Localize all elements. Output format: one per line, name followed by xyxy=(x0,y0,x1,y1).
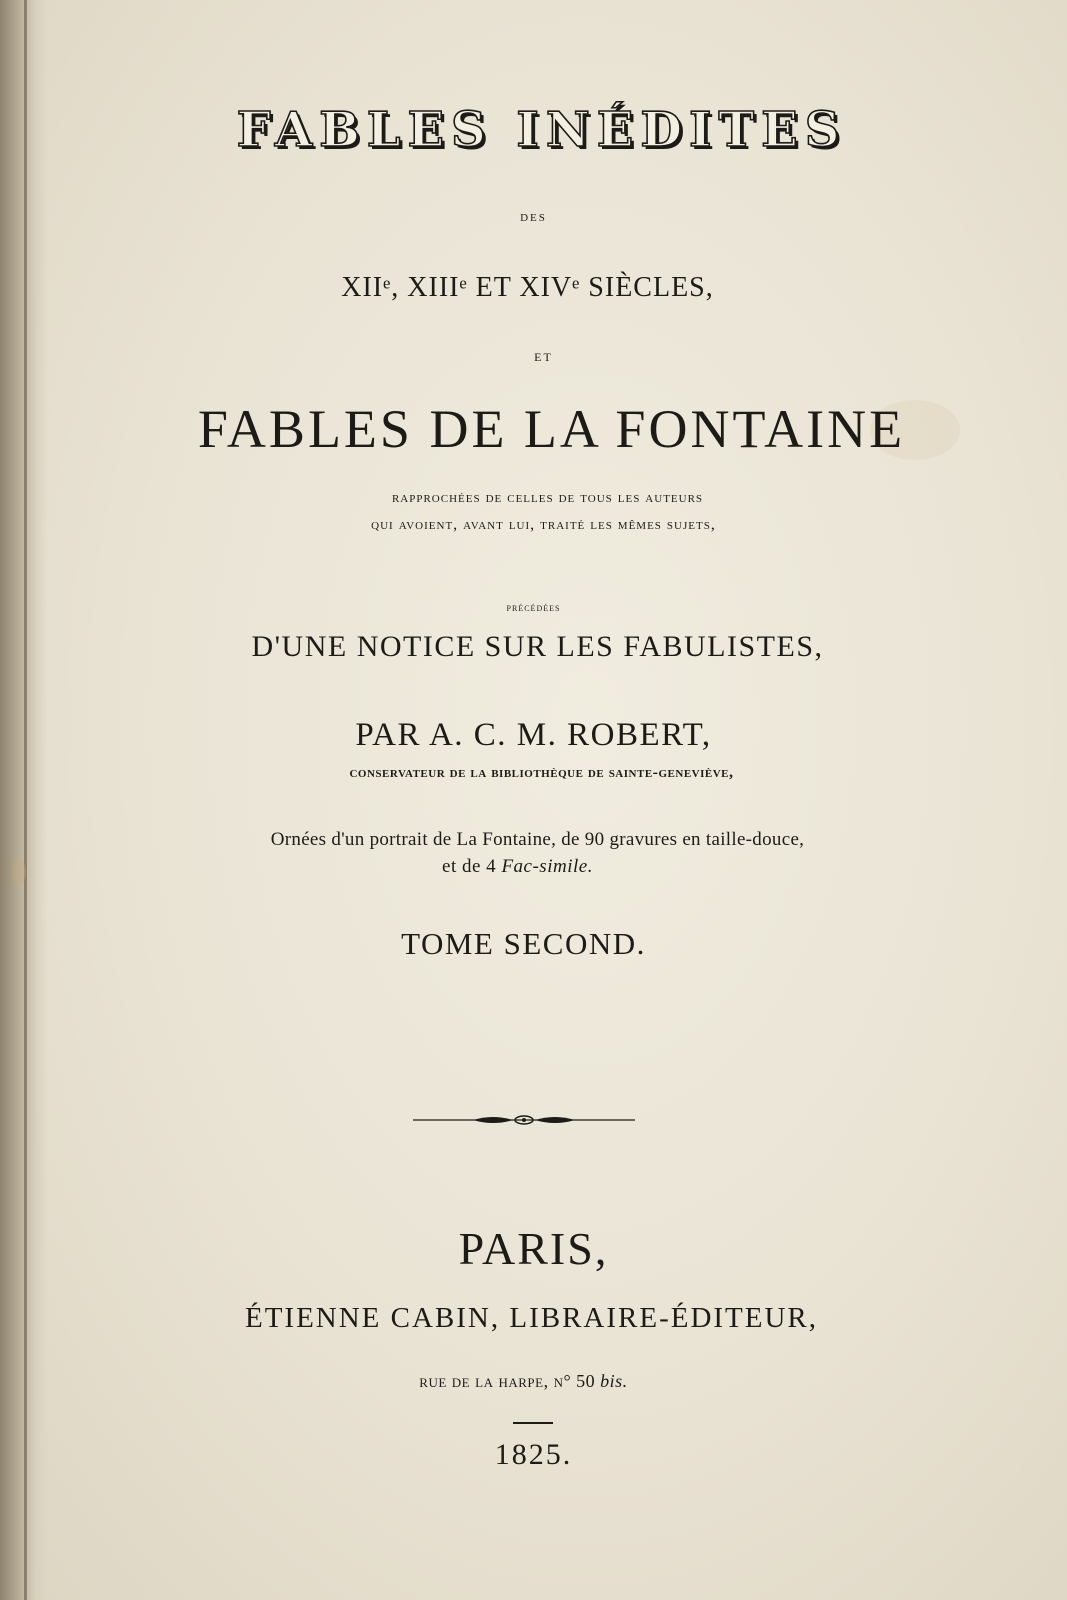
centuries-line: XIIᵉ, XIIIᵉ ET XIVᵉ SIÈCLES, xyxy=(341,272,714,303)
subtitle-line-2: qui avoient, avant lui, traité les mêmes sujets, xyxy=(371,516,716,533)
publication-year: 1825. xyxy=(494,1438,573,1471)
illustrations-line-1: Ornées d'un portrait de La Fontaine, de 90 gravures en taille-douce, xyxy=(270,829,805,850)
title-fables-inedites: FABLES INÉDITES xyxy=(236,102,847,158)
facsimile-italic: Fac-simile. xyxy=(501,856,593,877)
illustrations-line-2 xyxy=(0,856,1051,878)
notice-line: D'UNE NOTICE SUR LES FABULISTES, xyxy=(251,630,824,663)
address xyxy=(0,1371,1057,1392)
title-fables-de-la-fontaine: FABLES DE LA FONTAINE xyxy=(197,399,906,459)
city: PARIS, xyxy=(458,1223,609,1274)
binding-edge xyxy=(24,0,27,1600)
address-bis: bis. xyxy=(600,1371,628,1391)
author-line: PAR A. C. M. ROBERT, xyxy=(355,717,712,753)
volume-label: TOME SECOND. xyxy=(401,926,646,961)
author-role: conservateur de la bibliothèque de sainte-geneviève, xyxy=(349,764,734,781)
short-divider xyxy=(513,1422,553,1424)
subtitle-line-1: rapprochées de celles de tous les auteurs xyxy=(391,489,704,506)
et-label: ET xyxy=(534,350,553,364)
des-label: DES xyxy=(520,212,547,224)
address-text: rue de la harpe, n° 50 xyxy=(419,1371,601,1391)
publisher: ÉTIENNE CABIN, LIBRAIRE-ÉDITEUR, xyxy=(244,1302,819,1334)
ornamental-rule xyxy=(413,1110,635,1130)
illustrations-line-2-text: et de 4 xyxy=(442,856,502,877)
precedees-label: précédées xyxy=(506,600,561,614)
